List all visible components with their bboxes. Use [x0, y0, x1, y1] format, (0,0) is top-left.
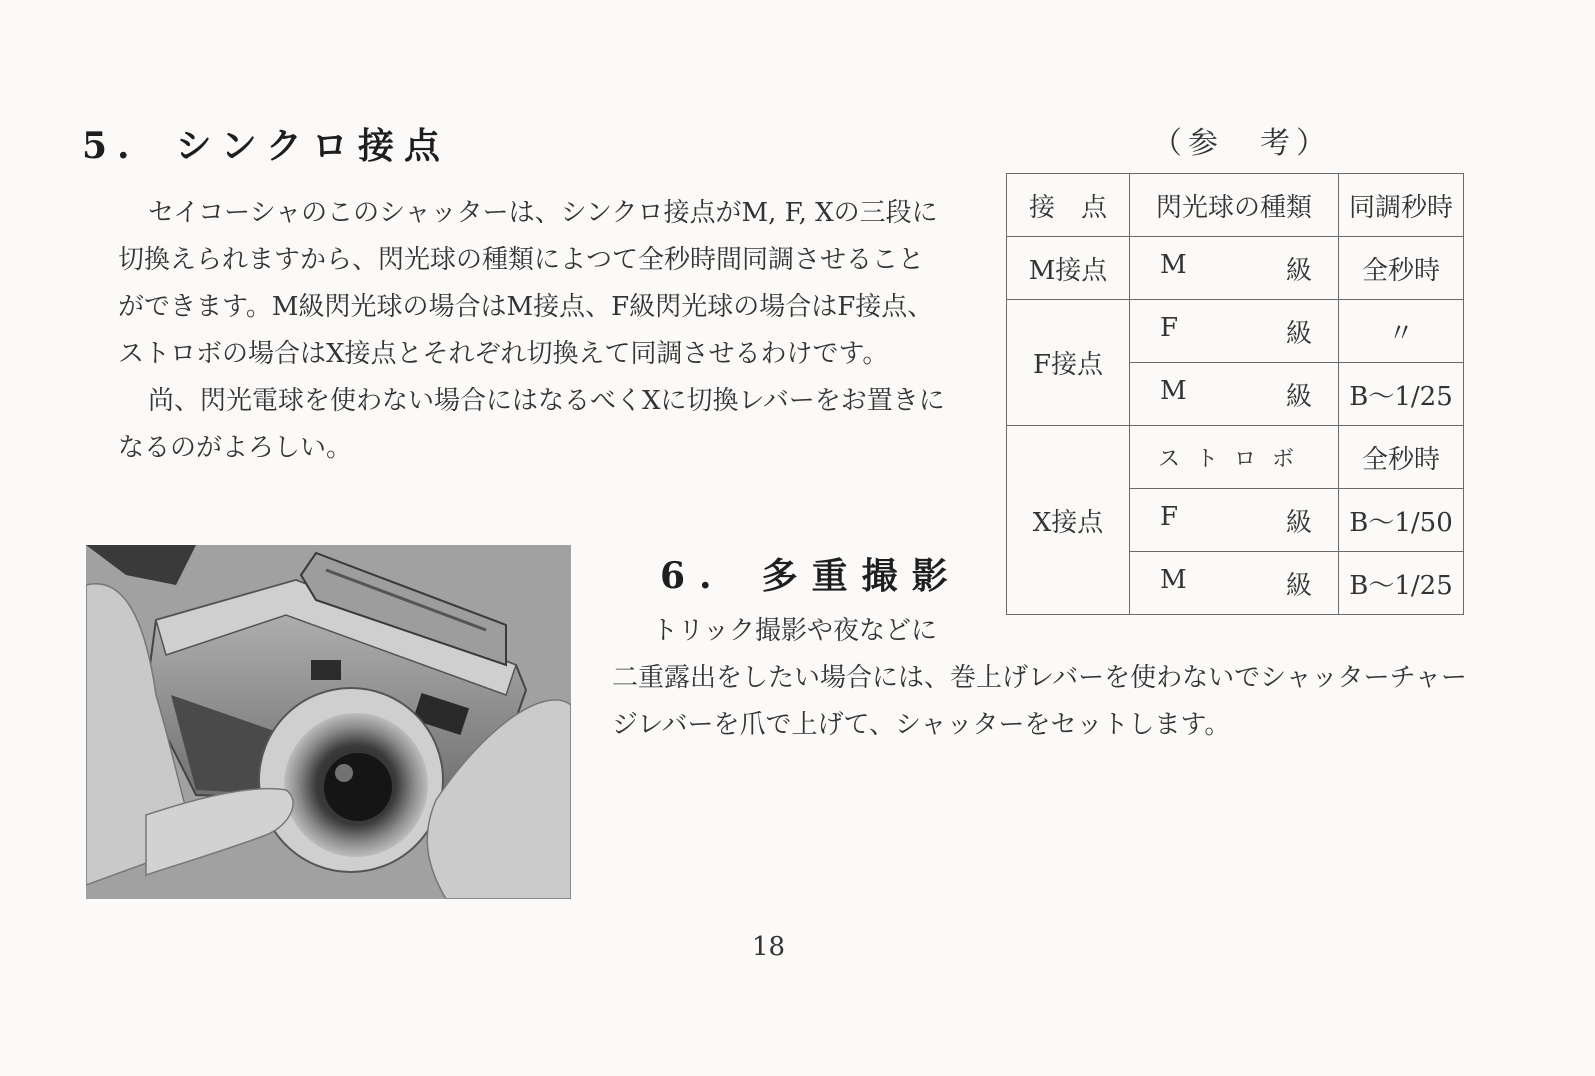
bulb-grade: 級 [1285, 381, 1312, 412]
bulb-type: M [1160, 249, 1187, 280]
contact-m-cell: M接点 [1007, 237, 1130, 300]
section-5-heading [82, 118, 450, 169]
bulb-cell [1130, 426, 1339, 489]
bulb-grade: 級 [1285, 507, 1312, 538]
table-row [1007, 426, 1464, 489]
section-5-paragraph-2: 尚、閃光電球を使わない場合にはなるべくXに切換レバーをお置きになるのがよろしい。 [118, 386, 945, 463]
header-bulb-type: 閃光球の種類 [1130, 174, 1339, 237]
camera-photo [86, 545, 571, 899]
table-row [1007, 300, 1464, 363]
bulb-grade: 級 [1285, 318, 1312, 349]
bulb-cell [1130, 237, 1339, 300]
contact-x-cell: X接点 [1007, 426, 1130, 615]
reference-caption: （参 考） [1152, 126, 1332, 161]
bulb-grade: 級 [1285, 255, 1312, 286]
header-sync-speed: 同調秒時 [1339, 174, 1464, 237]
sync-cell: 全秒時 [1339, 426, 1464, 489]
header-contact: 接 点 [1007, 174, 1130, 237]
section-6-number: 6. [660, 555, 726, 597]
section-5-title: シンクロ接点 [175, 126, 450, 167]
sync-cell: B〜1/25 [1339, 363, 1464, 426]
sync-cell: 〃 [1339, 300, 1464, 363]
bulb-type: F [1160, 312, 1179, 343]
section-5-number: 5. [82, 125, 140, 167]
bulb-type: M [1160, 375, 1187, 406]
section-6-body [612, 608, 1472, 749]
section-6-line-1: トリック撮影や夜などに [652, 616, 937, 646]
bulb-cell [1130, 363, 1339, 426]
sync-cell: B〜1/50 [1339, 489, 1464, 552]
section-6-title: 多重撮影 [761, 556, 962, 597]
bulb-type: M [1160, 564, 1187, 595]
section-6-heading [660, 548, 962, 599]
sync-reference-table [1006, 173, 1464, 615]
section-5-body [118, 190, 948, 472]
bulb-grade: 級 [1285, 570, 1312, 601]
bulb-cell [1130, 489, 1339, 552]
bulb-cell [1130, 552, 1339, 615]
bulb-cell [1130, 300, 1339, 363]
section-5-paragraph-1: セイコーシャのこのシャッターは、シンクロ接点がM, F, Xの三段に切換えられますから、閃光球の種類によつて全秒時間同調させることができます。M級閃光球の場合はM接点、F級閃光球の場合はF接点、ストロボの場合はX接点とそれぞれ切換えて同調させるわけです。 [118, 198, 938, 369]
bulb-type: ストロボ [1157, 446, 1310, 472]
sync-cell: 全秒時 [1339, 237, 1464, 300]
table-row [1007, 237, 1464, 300]
bulb-type: F [1160, 501, 1179, 532]
table-header-row [1007, 174, 1464, 237]
contact-f-cell: F接点 [1007, 300, 1130, 426]
section-6-line-2: 二重露出をしたい場合には、巻上げレバーを使わないでシャッターチャージレバーを爪で上げて、シャッターをセットします。 [612, 663, 1467, 740]
sync-cell: B〜1/25 [1339, 552, 1464, 615]
page-number: 18 [752, 932, 786, 962]
